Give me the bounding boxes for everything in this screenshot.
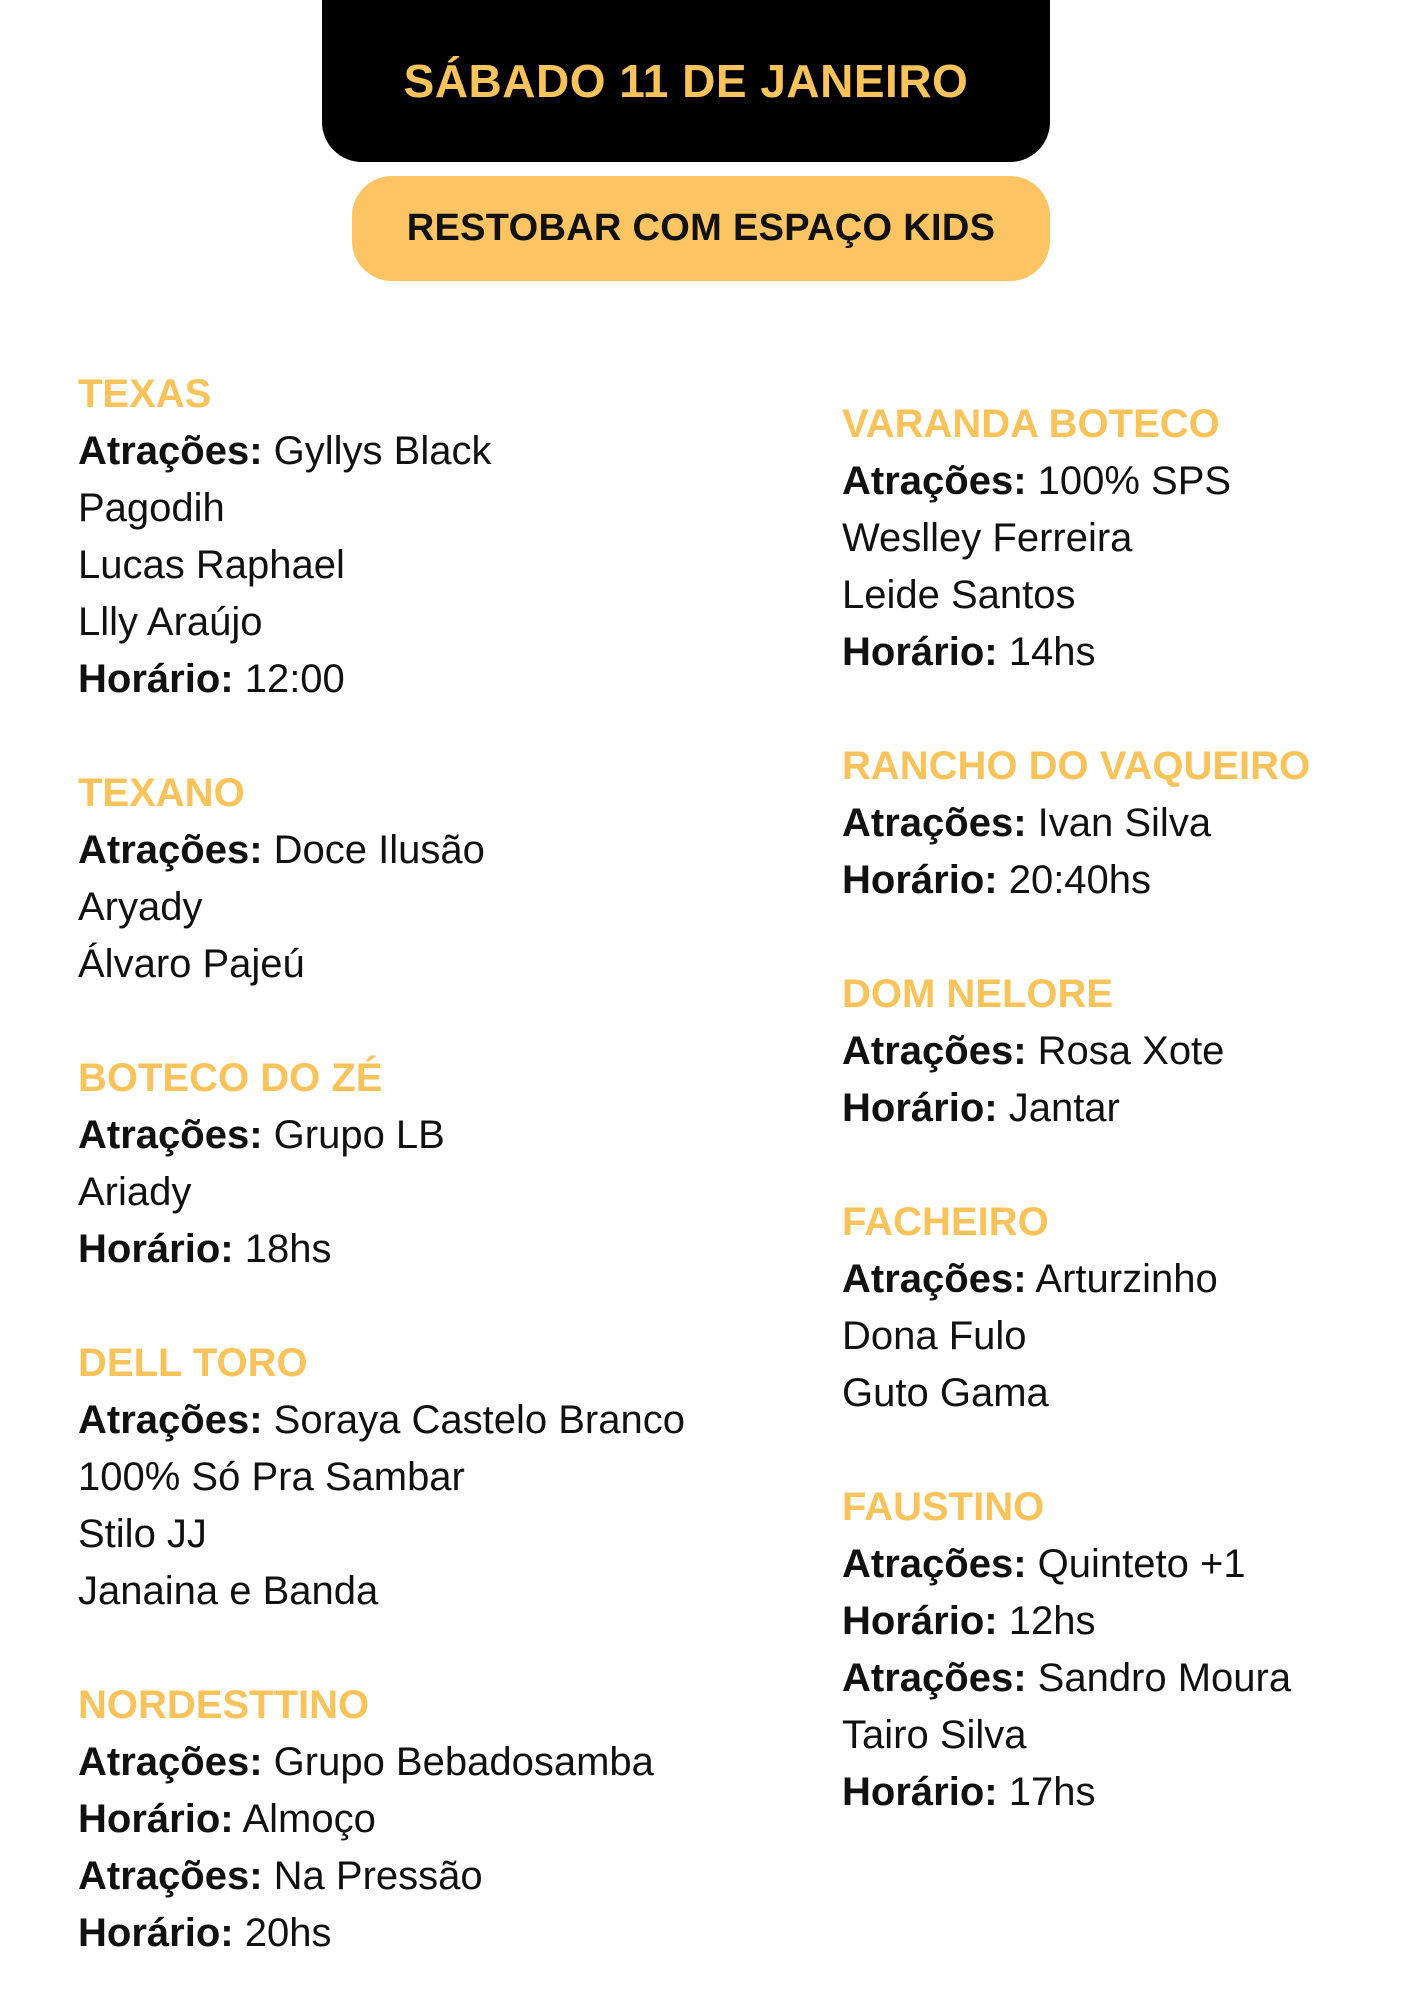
line-text: Álvaro Pajeú bbox=[78, 942, 305, 986]
line-label: Atrações: bbox=[842, 1542, 1027, 1586]
line-label: Atrações: bbox=[842, 1656, 1027, 1700]
line-label: Horário: bbox=[78, 1227, 234, 1271]
venue-varanda-boteco bbox=[842, 396, 1428, 681]
line-text: Quinteto +1 bbox=[1037, 1542, 1246, 1586]
schedule-line bbox=[842, 1536, 1428, 1593]
schedule-line bbox=[78, 1164, 758, 1221]
venue-name: TEXANO bbox=[78, 771, 245, 815]
venue-name: FAUSTINO bbox=[842, 1485, 1045, 1529]
schedule-line bbox=[78, 1734, 758, 1791]
schedule-line bbox=[842, 1764, 1428, 1821]
line-label: Horário: bbox=[842, 1599, 998, 1643]
schedule-line bbox=[78, 879, 758, 936]
schedule-line bbox=[78, 1392, 758, 1449]
subtitle-banner bbox=[352, 176, 1050, 281]
line-text: 17hs bbox=[1008, 1770, 1096, 1814]
schedule-line bbox=[842, 1308, 1428, 1365]
schedule-line bbox=[78, 651, 758, 708]
line-text: 18hs bbox=[244, 1227, 332, 1271]
line-text: Grupo LB bbox=[273, 1113, 445, 1157]
line-label: Horário: bbox=[842, 1086, 998, 1130]
line-text: Tairo Silva bbox=[842, 1713, 1027, 1757]
schedule-line bbox=[78, 1449, 758, 1506]
venue-boteco-do-ze bbox=[78, 1050, 758, 1278]
line-text: Lucas Raphael bbox=[78, 543, 345, 587]
venue-name: VARANDA BOTECO bbox=[842, 402, 1220, 446]
line-text: 20hs bbox=[244, 1911, 332, 1955]
line-text: Aryady bbox=[78, 885, 203, 929]
line-text: 20:40hs bbox=[1008, 858, 1152, 902]
line-text: 100% SPS bbox=[1037, 459, 1232, 503]
venue-dom-nelore bbox=[842, 966, 1428, 1137]
venue-texano bbox=[78, 765, 758, 993]
schedule-line bbox=[78, 822, 758, 879]
venue-name: DELL TORO bbox=[78, 1341, 308, 1385]
line-text: Llly Araújo bbox=[78, 600, 263, 644]
line-text: Rosa Xote bbox=[1037, 1029, 1225, 1073]
line-text: Sandro Moura bbox=[1037, 1656, 1292, 1700]
venue-name: DOM NELORE bbox=[842, 972, 1114, 1016]
schedule-line bbox=[78, 1506, 758, 1563]
schedule-line bbox=[842, 1707, 1428, 1764]
schedule-line bbox=[842, 1023, 1428, 1080]
line-text: 12:00 bbox=[244, 657, 345, 701]
schedule-line bbox=[78, 537, 758, 594]
line-label: Atrações: bbox=[78, 1854, 263, 1898]
schedule-line bbox=[842, 795, 1428, 852]
right-column bbox=[842, 396, 1428, 1821]
line-label: Horário: bbox=[78, 1797, 234, 1841]
schedule-line bbox=[842, 1650, 1428, 1707]
line-text: Grupo Bebadosamba bbox=[273, 1740, 654, 1784]
line-text: Gyllys Black bbox=[273, 429, 492, 473]
schedule-line bbox=[842, 453, 1428, 510]
line-label: Atrações: bbox=[842, 801, 1027, 845]
schedule-line bbox=[78, 1848, 758, 1905]
left-column bbox=[78, 366, 758, 1962]
schedule-line bbox=[842, 1080, 1428, 1137]
line-text: Janaina e Banda bbox=[78, 1569, 379, 1613]
venue-name: FACHEIRO bbox=[842, 1200, 1049, 1244]
line-text: Ivan Silva bbox=[1037, 801, 1212, 845]
schedule-line bbox=[842, 624, 1428, 681]
line-text: Arturzinho bbox=[1035, 1257, 1218, 1301]
schedule-line bbox=[78, 936, 758, 993]
schedule-line bbox=[78, 1563, 758, 1620]
line-text: Weslley Ferreira bbox=[842, 516, 1133, 560]
venue-faustino bbox=[842, 1479, 1428, 1821]
line-text: 100% Só Pra Sambar bbox=[78, 1455, 465, 1499]
line-text: 14hs bbox=[1008, 630, 1096, 674]
schedule-line bbox=[842, 567, 1428, 624]
line-text: Pagodih bbox=[78, 486, 225, 530]
schedule-line bbox=[78, 1905, 758, 1962]
line-text: 12hs bbox=[1008, 1599, 1096, 1643]
subtitle-text: RESTOBAR COM ESPAÇO KIDS bbox=[406, 207, 996, 249]
line-label: Atrações: bbox=[842, 1257, 1027, 1301]
line-label: Horário: bbox=[842, 1770, 998, 1814]
line-text: Soraya Castelo Branco bbox=[273, 1398, 685, 1442]
line-text: Dona Fulo bbox=[842, 1314, 1027, 1358]
line-label: Atrações: bbox=[78, 1113, 263, 1157]
schedule-line bbox=[78, 480, 758, 537]
line-label: Atrações: bbox=[78, 429, 263, 473]
line-label: Horário: bbox=[78, 657, 234, 701]
schedule-line bbox=[78, 1107, 758, 1164]
line-label: Atrações: bbox=[78, 1740, 263, 1784]
venue-texas bbox=[78, 366, 758, 708]
schedule-line bbox=[842, 1593, 1428, 1650]
line-label: Atrações: bbox=[78, 828, 263, 872]
venue-name: TEXAS bbox=[78, 372, 212, 416]
date-banner bbox=[322, 0, 1050, 162]
venue-name: BOTECO DO ZÉ bbox=[78, 1056, 383, 1100]
line-text: Ariady bbox=[78, 1170, 192, 1214]
line-text: Doce Ilusão bbox=[273, 828, 485, 872]
schedule-line bbox=[842, 510, 1428, 567]
schedule-line bbox=[78, 423, 758, 480]
schedule-line bbox=[842, 1365, 1428, 1422]
venue-name: NORDESTTINO bbox=[78, 1683, 370, 1727]
line-text: Jantar bbox=[1008, 1086, 1120, 1130]
line-label: Horário: bbox=[842, 630, 998, 674]
venue-facheiro bbox=[842, 1194, 1428, 1422]
line-text: Almoço bbox=[242, 1797, 376, 1841]
line-text: Guto Gama bbox=[842, 1371, 1049, 1415]
line-text: Na Pressão bbox=[273, 1854, 483, 1898]
schedule-line bbox=[842, 1251, 1428, 1308]
venue-rancho-do-vaqueiro bbox=[842, 738, 1428, 909]
schedule-line bbox=[842, 852, 1428, 909]
venue-nordesttino bbox=[78, 1677, 758, 1962]
line-label: Atrações: bbox=[842, 459, 1027, 503]
schedule-line bbox=[78, 1791, 758, 1848]
date-title: SÁBADO 11 DE JANEIRO bbox=[403, 55, 969, 107]
line-text: Leide Santos bbox=[842, 573, 1076, 617]
schedule-line bbox=[78, 1221, 758, 1278]
line-label: Horário: bbox=[842, 858, 998, 902]
line-label: Atrações: bbox=[78, 1398, 263, 1442]
venue-name: RANCHO DO VAQUEIRO bbox=[842, 744, 1311, 788]
line-text: Stilo JJ bbox=[78, 1512, 207, 1556]
line-label: Atrações: bbox=[842, 1029, 1027, 1073]
line-label: Horário: bbox=[78, 1911, 234, 1955]
venue-dell-toro bbox=[78, 1335, 758, 1620]
schedule-line bbox=[78, 594, 758, 651]
